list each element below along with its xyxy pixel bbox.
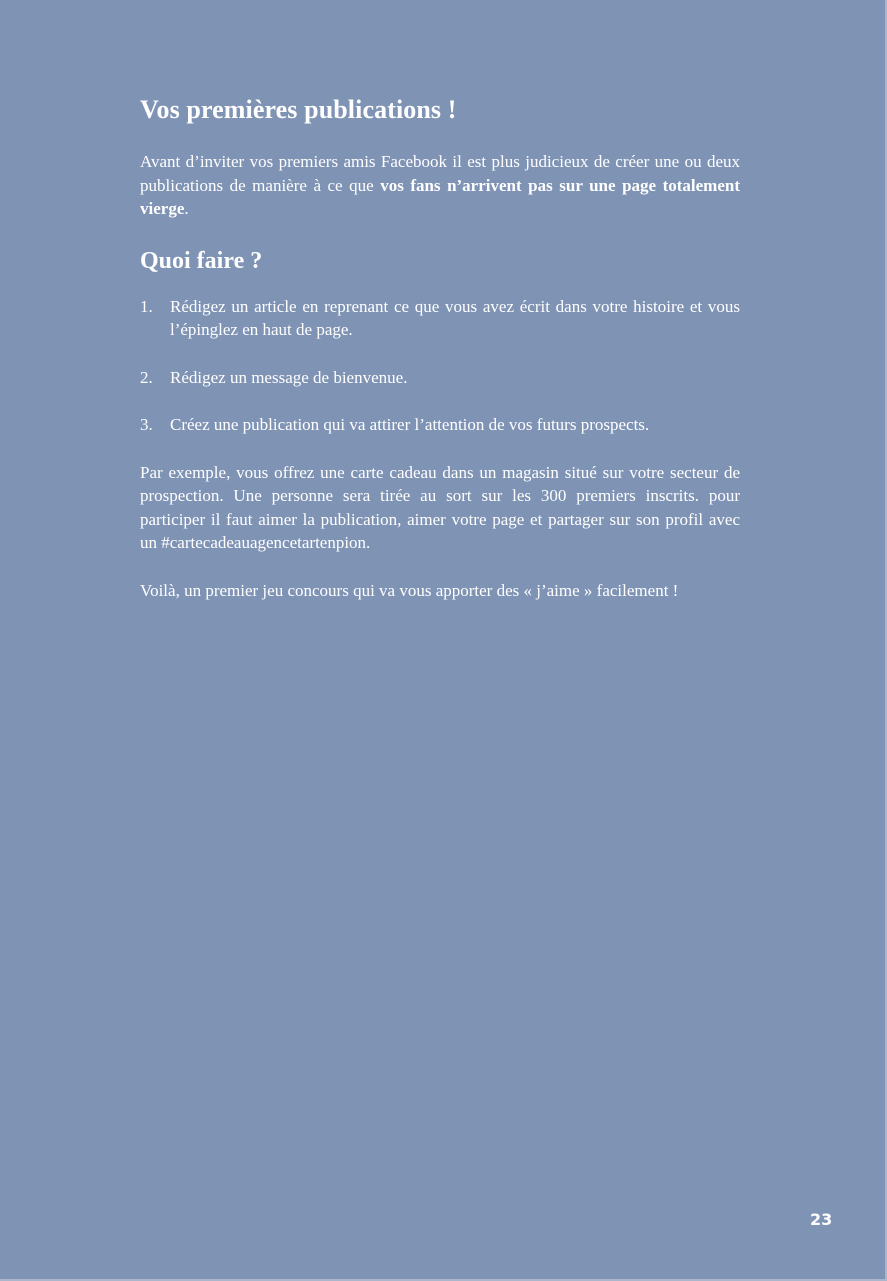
list-item-text: Rédigez un article en reprenant ce que vous avez écrit dans votre histoire et vous l’épinglez en haut de page. (170, 296, 740, 339)
section-title-first-publications: Vos premières publications ! (140, 95, 457, 124)
steps-list (140, 295, 740, 437)
page-content (140, 92, 740, 602)
page-number: 23 (810, 1210, 833, 1229)
list-item (140, 413, 740, 437)
closing-paragraph: Voilà, un premier jeu concours qui va vous apporter des « j’aime » facilement ! (140, 580, 679, 600)
section-title-what-to-do: Quoi faire ? (140, 247, 263, 274)
list-item-text: Créez une publication qui va attirer l’attention de vos futurs prospects. (170, 415, 650, 434)
intro-end: . (184, 199, 189, 218)
example-paragraph: Par exemple, vous offrez une carte cadeau dans un magasin situé sur votre secteur de prospection. Une personne sera tirée au sort sur les 300 premiers inscrits. pour participer il faut aimer la publication, aimer votre page et partager sur son profil avec un #cartecadeauagencetartenpion. (140, 462, 740, 552)
intro-text: Avant d’inviter vos premiers amis Facebook il est plus judicieux de créer une ou deux publications de manière à ce que (140, 152, 740, 195)
list-item-text: Rédigez un message de bienvenue. (170, 367, 408, 387)
list-item-number: 1. (140, 296, 153, 316)
list-item (140, 366, 740, 390)
list-item (140, 295, 740, 342)
list-item-number: 3. (140, 415, 153, 434)
list-item-number: 2. (140, 367, 153, 387)
intro-bold-text: vos fans n’arrivent pas sur une page totalement vierge (140, 175, 740, 218)
intro-paragraph (140, 150, 740, 221)
